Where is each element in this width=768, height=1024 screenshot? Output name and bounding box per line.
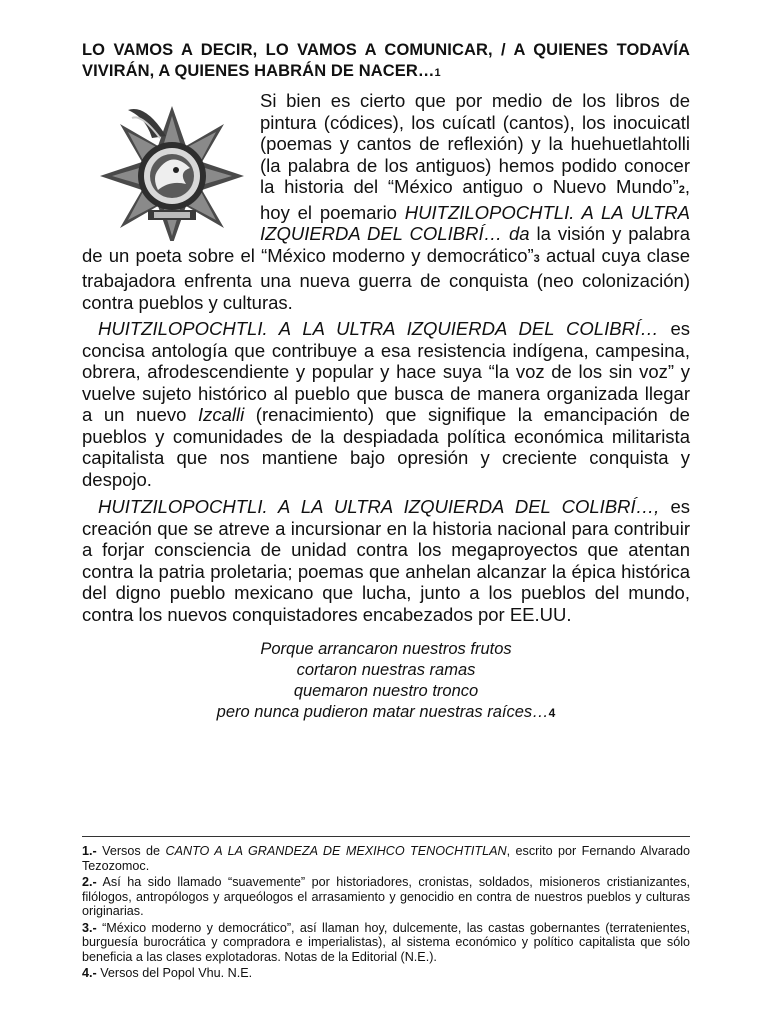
title-text: LO VAMOS A DECIR, LO VAMOS A COMUNICAR, / A QUIENES TODAVÍA VIVIRÁN, A QUIENES HABRÁN DE NACER… (82, 41, 690, 80)
p1-after: la visión y palabra de un poeta sobre el “México moderno y democrático” (82, 223, 690, 266)
footnote-3-number: 3.- (82, 920, 97, 935)
footnote-2-text: Así ha sido llamado “suavemente” por historiadores, cronistas, soldados, misioneros cristianizantes, filólogos, antropólogos y arqueólogos el arrasamiento y genocidio en contra de nuestros pueblos y culturas originarias. (82, 875, 690, 918)
footnote-4-number: 4.- (82, 966, 97, 980)
book-title-italic: HUITZILOPOCHTLI. A LA ULTRA IZQUIERDA DEL COLIBRÍ… da (260, 201, 690, 244)
p3-book-title: HUITZILOPOCHTLI. A LA ULTRA IZQUIERDA DEL COLIBRÍ…, (98, 496, 660, 517)
paragraph-2 (82, 318, 690, 490)
footnote-1-text-b: , escrito por Fernando Alvarado Tezozomoc. (82, 844, 690, 873)
p2-text-a: es concisa antología que contribuye a esa resistencia indígena, campesina, obrera, afrodescendiente y popular y hace suya “la voz de los sin voz” y vuelve sujeto histórico al pueblo que busca de manera organizada llegar a un nuevo (82, 318, 690, 425)
page-title (82, 40, 690, 84)
footnote-ref-4: 4 (548, 706, 556, 720)
p1-mid: , hoy el poemario (260, 176, 690, 223)
p1-tail: actual cuya clase trabajadora enfrenta una nueva guerra de conquista (neo colonización) contra pueblos y culturas. (82, 244, 690, 313)
footnote-4-text: Versos del Popol Vhu. N.E. (96, 966, 253, 980)
footnote-ref-1: 1 (434, 67, 441, 79)
p1-lead: Si bien es cierto que por medio de los libros de pintura (códices), los cuícatl (cantos), los inocuicatl (poemas y cantos de reflexión) y la huehuetlahtolli (la palabra de los antiguos) hemos podido conocer la historia del “México antiguo o Nuevo Mundo” (260, 90, 690, 197)
poem-line-3: quemaron nuestro tronco (293, 682, 479, 700)
intro-section (82, 90, 690, 313)
poem-line-1: Porque arrancaron nuestros frutos (260, 640, 512, 658)
document-page (82, 40, 690, 724)
footnote-3-text: “México moderno y democrático”, así llaman hoy, dulcemente, las castas gobernantes (terratenientes, burguesía burocrática y compradora e imperialistas), al sistema económico y político capitalista que sólo beneficia a las clases explotadoras. Notas de la Editorial (N.E.). (82, 920, 690, 964)
footnote-2-number: 2.- (82, 875, 97, 889)
poem-line-2: cortaron nuestras ramas (296, 661, 476, 679)
footnote-ref-2: 2 (678, 184, 685, 196)
footnote-3 (82, 921, 690, 965)
footnote-2 (82, 875, 690, 919)
footnote-4 (82, 966, 690, 981)
p3-text: es creación que se atreve a incursionar en la historia nacional para contribuir a forjar consciencia de unidad contra los megaproyectos que atentan contra la patria proletaria; poemas que anhelan alcanzar la épica histórica del digno pueblo mexicano que lucha, junto a los pueblos del mundo, contra los nuevos conquistadores encabezados por EE.UU. (82, 496, 690, 625)
footnote-1-italic: CANTO A LA GRANDEZA DE MEXIHCO TENOCHTITLAN (165, 844, 507, 858)
footnote-ref-3: 3 (533, 252, 540, 265)
footnote-1-text-a: Versos de (96, 844, 166, 858)
poem-verses (82, 639, 690, 724)
aztec-emblem-image (82, 96, 252, 241)
poem-line-4 (82, 702, 690, 724)
footnote-1 (82, 844, 690, 873)
poem-line-4-text: pero nunca pudieron matar nuestras raíces… (216, 703, 549, 721)
p2-text-b: (renacimiento) que signifique la emancipación de pueblos y comunidades de la despiadada política económica militarista capitalista que nos mantiene bajo opresión y creciente conquista y despojo. (82, 404, 690, 490)
footnote-1-number: 1.- (82, 844, 97, 858)
paragraph-3 (82, 496, 690, 625)
footnotes (82, 836, 690, 983)
p2-book-title: HUITZILOPOCHTLI. A LA ULTRA IZQUIERDA DEL COLIBRÍ… (98, 318, 659, 339)
izcalli-word: Izcalli (197, 404, 245, 425)
